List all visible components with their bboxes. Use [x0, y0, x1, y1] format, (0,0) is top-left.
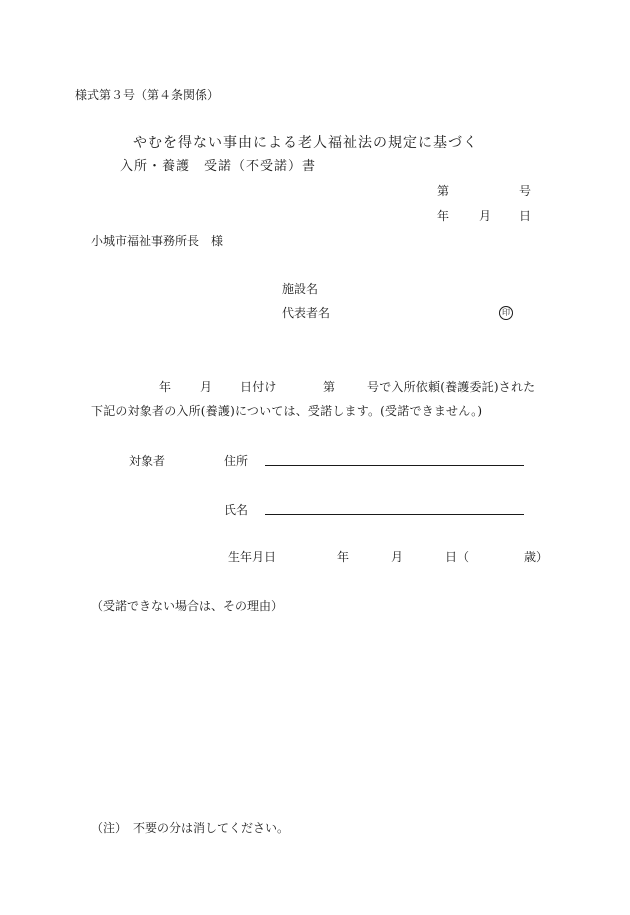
date-year: 年 — [437, 209, 450, 223]
dob-month: 月 — [391, 550, 404, 564]
dob-day: 日（ — [445, 550, 470, 564]
body-number-prefix: 第 — [323, 380, 336, 394]
body-line1-rest: 号で入所依頼(養護委託)された — [367, 380, 536, 394]
dob-year: 年 — [337, 550, 350, 564]
title-line-1: やむを得ない事由による老人福祉法の規定に基づく — [133, 135, 478, 151]
date-month: 月 — [479, 209, 492, 223]
doc-number-prefix: 第 — [437, 184, 450, 198]
body-dated: 日付け — [240, 380, 277, 394]
title-line-2: 入所・養護 受諾（不受諾）書 — [120, 159, 317, 174]
body-month: 月 — [200, 380, 213, 394]
facility-name-label: 施設名 — [282, 282, 319, 296]
body-line2: 下記の対象者の入所(養護)については、受諾します。(受諾できません。) — [91, 404, 483, 418]
dob-age: 歳） — [524, 550, 549, 564]
address-underline — [265, 465, 524, 466]
address-label: 住所 — [224, 454, 249, 468]
representative-label: 代表者名 — [282, 306, 331, 320]
subject-label: 対象者 — [129, 454, 166, 468]
body-year: 年 — [159, 380, 172, 394]
form-number: 様式第３号（第４条関係） — [75, 88, 220, 102]
seal-mark: 印 — [499, 306, 513, 320]
date-day: 日 — [519, 209, 532, 223]
note: （注） 不要の分は消してください。 — [91, 821, 290, 835]
name-label: 氏名 — [224, 503, 249, 517]
doc-number-suffix: 号 — [519, 184, 532, 198]
addressee: 小城市福祉事務所長 様 — [91, 234, 224, 248]
name-underline — [265, 514, 524, 515]
dob-label: 生年月日 — [228, 550, 277, 564]
reason-label: （受諾できない場合は、その理由） — [91, 599, 284, 613]
